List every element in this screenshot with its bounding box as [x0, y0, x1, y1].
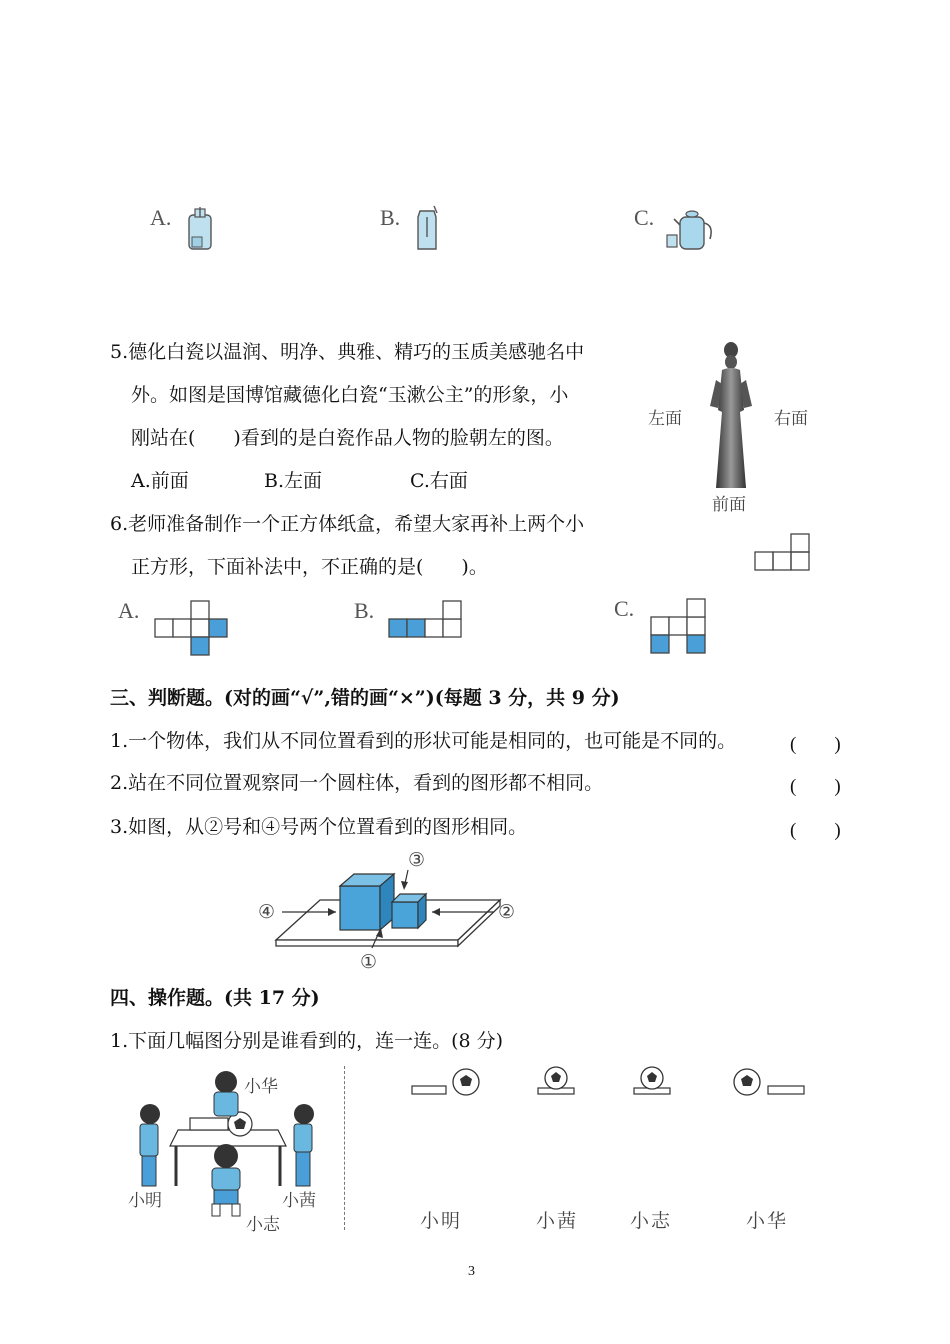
section-3-title: 三、判断题。(对的画“√”,错的画“×”)(每题 3 分，共 9 分) [110, 687, 620, 709]
q6-line-2: 正方形，下面补法中，不正确的是( )。 [131, 556, 488, 578]
judge-item-1: 1.一个物体，我们从不同位置看到的形状可能是相同的，也可能是不同的。 [110, 730, 737, 752]
kettle-with-cup-icon [664, 205, 716, 253]
statue-front-label: 前面 [712, 495, 746, 515]
kid-bottom-label: 小志 [246, 1215, 280, 1235]
section-4-question-1: 1.下面几幅图分别是谁看到的，连一连。(8 分) [110, 1030, 504, 1052]
name-xiaohua[interactable]: 小华 [746, 1210, 789, 1232]
view-ball-right-of-box-icon [410, 1066, 482, 1098]
q5-line-3: 刚站在( )看到的是白瓷作品人物的脸朝左的图。 [131, 427, 564, 449]
section-4-title: 四、操作题。(共 17 分) [110, 987, 320, 1009]
q5-option-b: B.左面 [264, 470, 323, 492]
q5-option-a: A.前面 [131, 470, 189, 492]
name-xiaoming[interactable]: 小明 [420, 1210, 463, 1232]
q6-option-c-label: C. [614, 596, 635, 621]
name-xiaozhi[interactable]: 小志 [630, 1210, 673, 1232]
judge-item-3: 3.如图，从②号和④号两个位置看到的图形相同。 [110, 816, 528, 838]
cube-net-base-figure [754, 533, 812, 573]
cube-net-option-b [388, 600, 466, 640]
q5-option-c: C.右面 [410, 470, 468, 492]
kid-top-label: 小华 [244, 1077, 278, 1097]
q4-option-c-label: C. [634, 205, 655, 230]
q6-line-1: 6.老师准备制作一个正方体纸盒，希望大家再补上两个小 [110, 513, 585, 535]
cube-net-option-c [650, 598, 710, 656]
position-4-label: ④ [258, 901, 276, 923]
kettle-side-view-icon [412, 203, 442, 253]
q4-option-b-label: B. [380, 205, 401, 230]
kettle-front-view-icon [186, 205, 216, 253]
judge-answer-1[interactable]: ( ) [790, 734, 841, 755]
q5-line-2: 外。如图是国博馆藏德化白瓷“玉漱公主”的形象，小 [131, 384, 569, 406]
q5-line-1: 5.德化白瓷以温润、明净、典雅、精巧的玉质美感驰名中 [110, 341, 585, 363]
divider [344, 1066, 345, 1230]
page-number: 3 [468, 1264, 475, 1279]
statue-left-label: 左面 [648, 409, 682, 429]
judge-answer-3[interactable]: ( ) [790, 820, 841, 841]
view-ball-on-box-icon-2 [632, 1066, 672, 1098]
kid-right-label: 小茜 [282, 1191, 316, 1211]
cube-net-option-a [154, 600, 232, 658]
kid-left-label: 小明 [128, 1191, 162, 1211]
statue-right-label: 右面 [774, 409, 808, 429]
q6-option-a-label: A. [118, 598, 140, 623]
position-1-label: ① [360, 951, 378, 973]
q4-option-a-label: A. [150, 205, 172, 230]
porcelain-statue-figure [700, 340, 762, 490]
q6-option-b-label: B. [354, 598, 375, 623]
position-2-label: ② [498, 901, 516, 923]
position-3-label: ③ [408, 849, 426, 871]
cubes-on-board-figure [250, 850, 530, 972]
view-ball-on-box-icon-1 [536, 1066, 576, 1098]
judge-item-2: 2.站在不同位置观察同一个圆柱体，看到的图形都不相同。 [110, 772, 604, 794]
view-ball-left-of-box-icon [732, 1066, 808, 1098]
name-xiaoqian[interactable]: 小茜 [536, 1210, 579, 1232]
judge-answer-2[interactable]: ( ) [790, 776, 841, 797]
